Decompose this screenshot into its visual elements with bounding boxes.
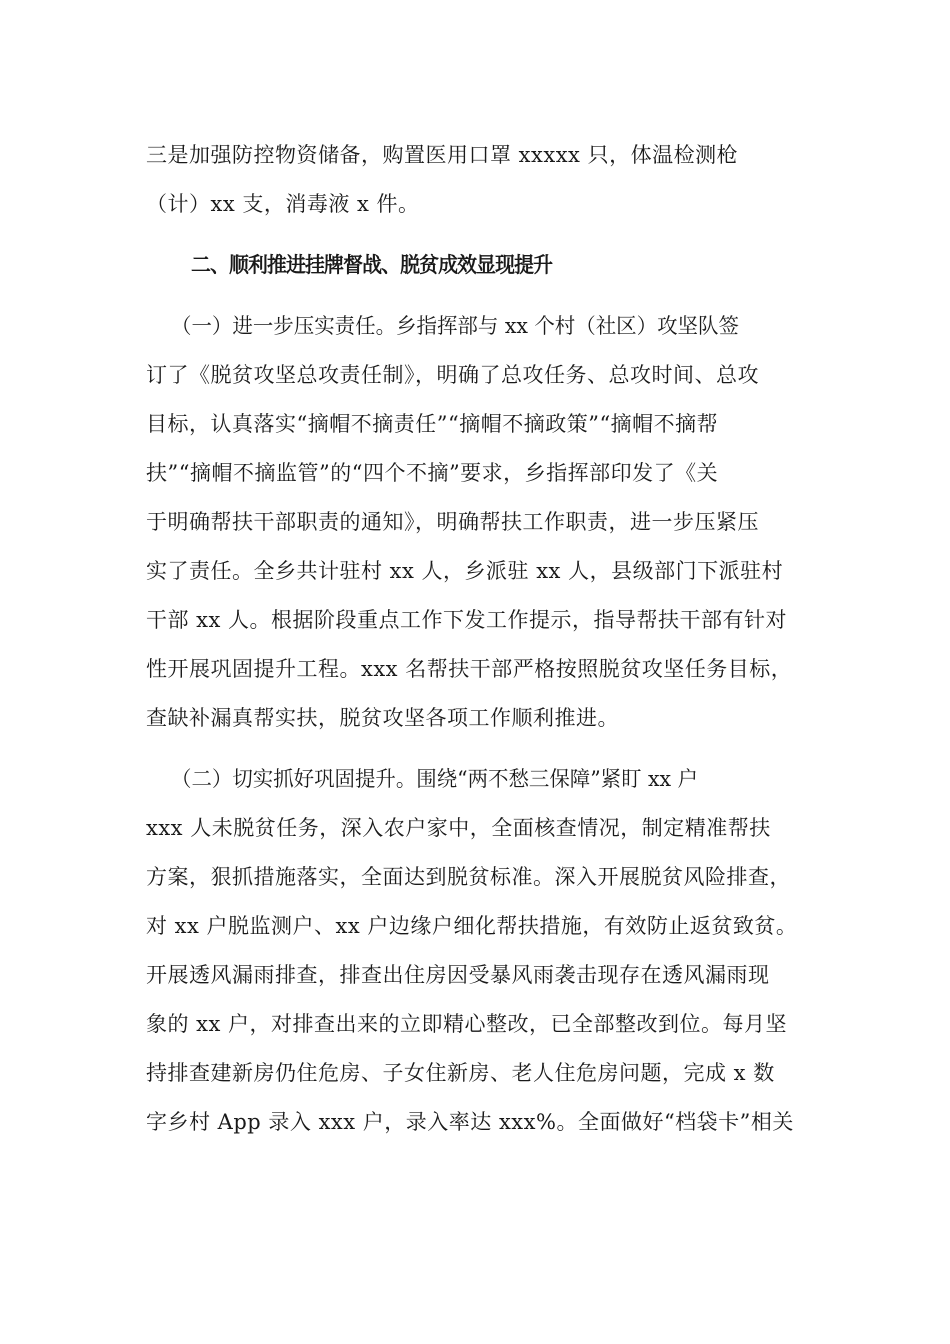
section-heading: 二、顺利推进挂牌督战、脱贫成效显现提升 <box>191 252 553 277</box>
text-line: 目标，认真落实“摘帽不摘责任”“摘帽不摘政策”“摘帽不摘帮 <box>146 412 719 436</box>
paragraph-first-line: （一）进一步压实责任。乡指挥部与 xx 个村（社区）攻坚队签 <box>171 314 739 338</box>
text-line: 持排查建新房仍住危房、子女住新房、老人住危房问题，完成 x 数 <box>146 1061 775 1085</box>
text-line: 订了《脱贫攻坚总攻责任制》，明确了总攻任务、总攻时间、总攻 <box>146 363 759 387</box>
text-line: 象的 xx 户，对排查出来的立即精心整改，已全部整改到位。每月坚 <box>146 1012 788 1036</box>
text-line: 性开展巩固提升工程。xxx 名帮扶干部严格按照脱贫攻坚任务目标， <box>146 657 793 681</box>
text-line: 三是加强防控物资储备，购置医用口罩 xxxxx 只，体温检测枪 <box>146 143 739 167</box>
text-line: 实了责任。全乡共计驻村 xx 人，乡派驻 xx 人，县级部门下派驻村 <box>146 559 784 583</box>
text-line: 干部 xx 人。根据阶段重点工作下发工作提示，指导帮扶干部有针对 <box>146 608 788 632</box>
text-line: 对 xx 户脱监测户、xx 户边缘户细化帮扶措施，有效防止返贫致贫。 <box>146 914 798 938</box>
text-line: （计）xx 支，消毒液 x 件。 <box>146 192 420 216</box>
text-line: 扶”“摘帽不摘监管”的“四个不摘”要求，乡指挥部印发了《关 <box>146 461 719 485</box>
text-line: xxx 人未脱贫任务，深入农户家中，全面核查情况，制定精准帮扶 <box>146 816 771 840</box>
text-line: 于明确帮扶干部职责的通知》，明确帮扶工作职责，进一步压紧压 <box>146 510 759 534</box>
text-line: 开展透风漏雨排查，排查出住房因受暴风雨袭击现存在透风漏雨现 <box>146 963 770 987</box>
text-line: 字乡村 App 录入 xxx 户，录入率达 xxx%。全面做好“档袋卡”相关 <box>146 1110 794 1134</box>
text-line: 查缺补漏真帮实扶，脱贫攻坚各项工作顺利推进。 <box>146 706 619 730</box>
text-line: 方案，狠抓措施落实，全面达到脱贫标准。深入开展脱贫风险排查， <box>146 865 791 889</box>
paragraph-first-line: （二）切实抓好巩固提升。围绕“两不愁三保障”紧盯 xx 户 <box>171 767 698 791</box>
